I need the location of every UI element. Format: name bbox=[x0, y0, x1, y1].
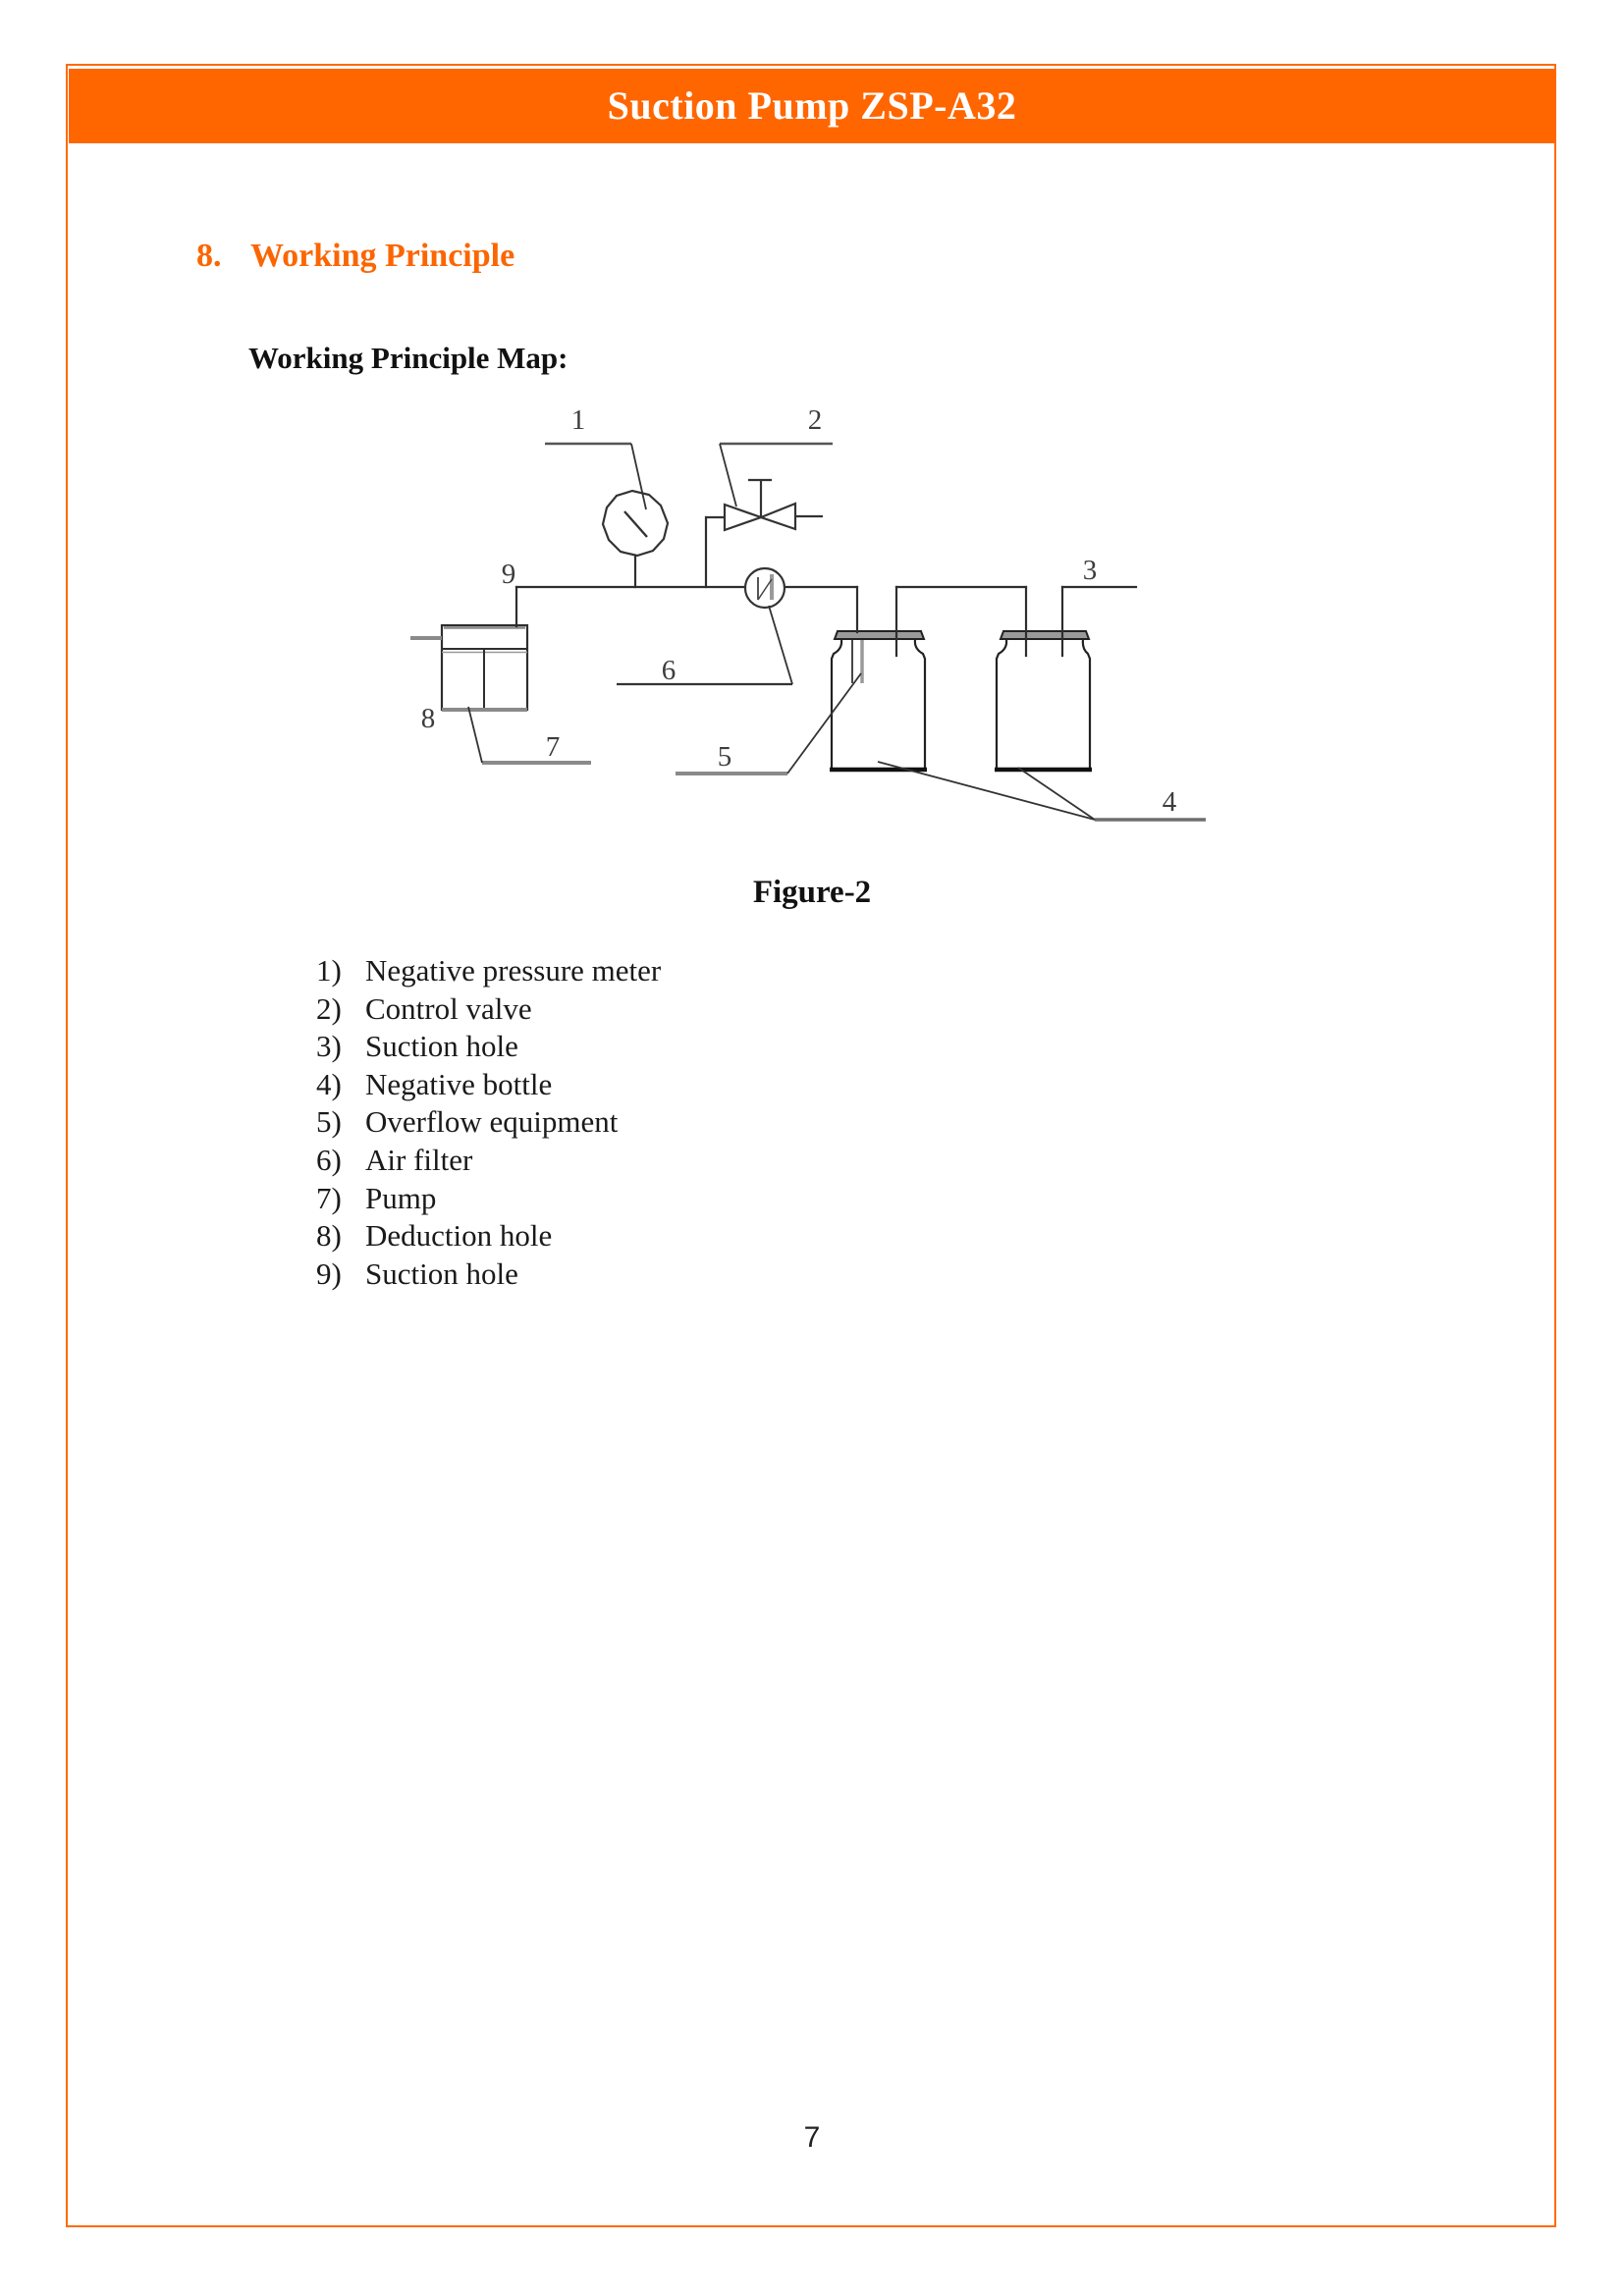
item-number: 4) bbox=[316, 1066, 342, 1101]
item-number: 5) bbox=[316, 1104, 342, 1140]
item-label: Air filter bbox=[365, 1142, 473, 1177]
callout-4: 4 bbox=[1162, 786, 1177, 818]
list-item bbox=[316, 1255, 661, 1294]
overflow-tube bbox=[852, 640, 862, 683]
item-label: Suction hole bbox=[365, 1029, 518, 1064]
item-number: 3) bbox=[316, 1029, 342, 1064]
callout-1: 1 bbox=[570, 404, 586, 436]
section-title: Working Principle bbox=[250, 238, 515, 274]
callout-8: 8 bbox=[420, 703, 436, 734]
list-item bbox=[316, 1066, 661, 1104]
item-label: Negative pressure meter bbox=[365, 953, 662, 988]
control-valve bbox=[706, 480, 823, 530]
list-item bbox=[316, 1103, 661, 1142]
list-item bbox=[316, 1142, 661, 1180]
list-item bbox=[316, 1217, 661, 1255]
section-number: 8. bbox=[196, 238, 222, 274]
item-label: Negative bottle bbox=[365, 1066, 553, 1101]
parts-list bbox=[316, 952, 661, 1293]
item-label: Pump bbox=[365, 1180, 437, 1215]
item-label: Control valve bbox=[365, 990, 532, 1026]
list-item bbox=[316, 990, 661, 1029]
item-number: 1) bbox=[316, 953, 342, 988]
item-label: Suction hole bbox=[365, 1255, 518, 1291]
list-item bbox=[316, 1180, 661, 1218]
callout-3: 3 bbox=[1082, 555, 1098, 586]
list-item bbox=[316, 952, 661, 990]
page-number: 7 bbox=[803, 2121, 821, 2154]
item-number: 9) bbox=[316, 1255, 342, 1291]
item-label: Overflow equipment bbox=[365, 1104, 619, 1140]
document-title: Suction Pump ZSP-A32 bbox=[607, 83, 1017, 128]
item-number: 6) bbox=[316, 1142, 342, 1177]
callout-5: 5 bbox=[717, 741, 732, 773]
pump-box bbox=[410, 625, 527, 710]
figure-caption: Figure-2 bbox=[752, 875, 872, 910]
item-number: 7) bbox=[316, 1180, 342, 1215]
callout-6: 6 bbox=[661, 655, 677, 686]
item-label: Deduction hole bbox=[365, 1218, 553, 1254]
item-number: 8) bbox=[316, 1218, 342, 1254]
callout-9: 9 bbox=[501, 559, 516, 590]
air-filter bbox=[745, 568, 785, 608]
working-principle-map-label: Working Principle Map: bbox=[248, 341, 568, 375]
negative-bottle-1 bbox=[830, 631, 927, 770]
callout-7: 7 bbox=[545, 731, 561, 763]
pressure-gauge bbox=[603, 491, 668, 556]
callout-2: 2 bbox=[807, 404, 823, 436]
item-number: 2) bbox=[316, 990, 342, 1026]
list-item bbox=[316, 1028, 661, 1066]
negative-bottle-2 bbox=[995, 631, 1092, 770]
